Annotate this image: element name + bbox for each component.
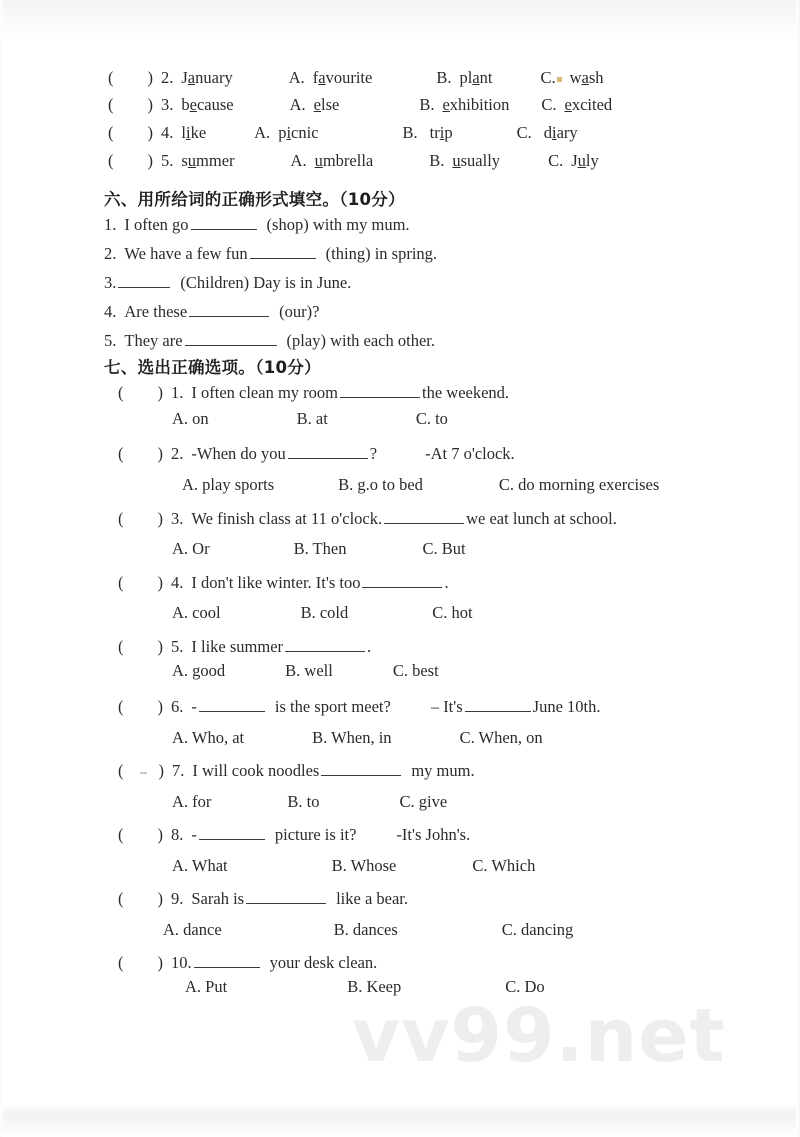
bracket-open: ( [118, 889, 124, 908]
stem-post: (shop) with my mum. [266, 215, 410, 234]
option-letter: A. [288, 68, 305, 87]
stem-pre: We finish class at 11 o'clock. [191, 509, 383, 528]
option-pre: tr [429, 123, 440, 142]
bracket-close: ) [157, 953, 163, 972]
stem-pre: We have a few fun [124, 244, 248, 263]
option-pre: f [312, 68, 319, 87]
bracket-close: ) [157, 637, 163, 656]
stem-dash: – It's [430, 697, 463, 716]
option-underlined-letter: a [581, 68, 589, 87]
stem-pre: -When do you [191, 444, 286, 463]
option-letter: A. [290, 151, 307, 170]
stem-extra: -It's John's. [396, 825, 471, 844]
stem-post: (our)? [279, 302, 320, 321]
bracket-close: ) [157, 889, 163, 908]
bracket-close: ) [147, 68, 153, 87]
stem-mid: is the sport meet? [274, 697, 391, 716]
scan-artifact-dot [557, 77, 562, 82]
question-row [118, 954, 377, 972]
option-row [172, 605, 473, 622]
stem-pre: - [191, 697, 197, 716]
question-number: 4. [104, 302, 117, 321]
bracket-close: ) [157, 383, 163, 402]
option-letter: B. [419, 95, 435, 114]
stem-post: . [367, 637, 372, 656]
option-pre: p [278, 123, 287, 142]
bracket-close: ) [157, 573, 163, 592]
question-row [108, 97, 612, 114]
option-a[interactable]: A. Or [172, 539, 210, 558]
option-underlined-letter: u [577, 151, 586, 170]
section-seven-heading: 七、选出正确选项。（10分） [104, 358, 321, 377]
option-a[interactable]: A. for [172, 792, 212, 811]
site-watermark: vv99.net [352, 993, 726, 1079]
option-underlined-letter: a [472, 68, 480, 87]
stem-post: (play) with each other. [286, 331, 435, 350]
question-row [118, 445, 515, 463]
option-c[interactable]: C. Which [472, 856, 536, 875]
question-number: 2. [104, 244, 117, 263]
option-b[interactable]: B. cold [300, 603, 349, 622]
option-b[interactable]: B. at [296, 409, 328, 428]
question-row [118, 698, 601, 716]
option-c[interactable]: C. When, on [459, 728, 543, 747]
question-number: 3. [161, 95, 174, 114]
stem-underlined-letter: e [189, 95, 197, 114]
bracket-close: ) [157, 509, 163, 528]
bracket-open: ( [108, 68, 114, 87]
stem-extra: -At 7 o'clock. [425, 444, 515, 463]
answer-blank[interactable] [384, 510, 464, 524]
question-row [108, 125, 578, 142]
question-number: 4. [171, 573, 184, 592]
stem-post: picture is it? [274, 825, 357, 844]
bracket-open: ( [118, 383, 124, 402]
question-number: 4. [161, 123, 174, 142]
option-post: vourite [325, 68, 373, 87]
option-c[interactable]: C. do morning exercises [498, 475, 660, 494]
question-row [118, 574, 449, 592]
option-row [182, 477, 659, 494]
answer-blank[interactable] [199, 698, 265, 712]
option-c[interactable]: C. give [399, 792, 448, 811]
bracket-close: ) [157, 444, 163, 463]
bracket-close: ) [147, 151, 153, 170]
option-c[interactable]: C. to [415, 409, 448, 428]
option-letter: C. [541, 95, 557, 114]
option-post: ary [556, 123, 578, 142]
option-post: sh [588, 68, 604, 87]
option-post: p [444, 123, 453, 142]
question-number: 1. [171, 383, 184, 402]
stem-pre: I often clean my room [191, 383, 338, 402]
option-c[interactable]: C. hot [432, 603, 473, 622]
option-underlined-letter: i [286, 123, 292, 142]
stem-pre: I will cook noodles [192, 761, 320, 780]
answer-blank[interactable] [191, 216, 257, 230]
stem-post: . [444, 573, 449, 592]
option-underlined-letter: a [318, 68, 326, 87]
option-post: mbrella [322, 151, 374, 170]
stem-pre: s [181, 151, 188, 170]
stem-post: cause [196, 95, 234, 114]
question-number: 7. [172, 761, 185, 780]
option-a[interactable]: A. on [172, 409, 209, 428]
stem-underlined-letter: u [187, 151, 197, 170]
option-letter: B. [429, 151, 445, 170]
question-row [118, 890, 408, 908]
answer-blank[interactable] [321, 762, 401, 776]
option-row [172, 663, 439, 680]
option-underlined-letter: u [452, 151, 461, 170]
option-post: xhibition [449, 95, 510, 114]
option-c[interactable]: C. dancing [501, 920, 574, 939]
stem-post: like a bear. [336, 889, 408, 908]
bracket-open: ( [118, 697, 124, 716]
question-number: 9. [171, 889, 184, 908]
stem-post: we eat lunch at school. [466, 509, 617, 528]
option-a[interactable]: A. What [172, 856, 228, 875]
option-post: sually [460, 151, 501, 170]
option-underlined-letter: u [314, 151, 323, 170]
option-letter: A. [254, 123, 271, 142]
stem-post: ? [369, 444, 378, 463]
stem-post: mmer [196, 151, 235, 170]
answer-blank[interactable] [362, 574, 442, 588]
bracket-open: ( [108, 151, 114, 170]
question-row [118, 510, 617, 528]
option-underlined-letter: i [439, 123, 445, 142]
option-c[interactable]: C. Do [505, 977, 545, 996]
fill-blank-row [104, 274, 351, 292]
option-a[interactable]: A. Put [185, 977, 228, 996]
question-number: 3. [171, 509, 184, 528]
answer-blank[interactable] [185, 332, 277, 346]
bracket-open: ( [118, 761, 124, 780]
option-b[interactable]: B. well [285, 661, 333, 680]
fill-blank-row [104, 303, 319, 321]
option-post: nt [479, 68, 493, 87]
option-a[interactable]: A. play sports [182, 475, 275, 494]
option-pre: d [543, 123, 552, 142]
stem-pre: l [181, 123, 186, 142]
stem-post: (Children) Day is in June. [180, 273, 352, 292]
question-row [118, 384, 509, 402]
stem-post: the weekend. [422, 383, 510, 402]
option-row [163, 922, 573, 939]
stem-pre: - [191, 825, 197, 844]
bracket-close: ) [158, 761, 164, 780]
bracket-close: ) [147, 95, 153, 114]
option-b[interactable]: B. to [287, 792, 320, 811]
option-underlined-letter: e [442, 95, 450, 114]
fill-blank-row [104, 245, 437, 263]
answer-blank[interactable] [118, 274, 170, 288]
question-row [108, 153, 599, 170]
question-number: 10. [171, 953, 192, 972]
option-row [172, 411, 448, 428]
answer-blank[interactable] [288, 445, 368, 459]
stem-post: my mum. [411, 761, 475, 780]
bracket-close: ) [157, 825, 163, 844]
option-pre: J [571, 151, 578, 170]
option-pre: pl [459, 68, 473, 87]
option-a[interactable]: A. dance [163, 920, 222, 939]
stem-pre: Are these [124, 302, 188, 321]
option-b[interactable]: B. Keep [347, 977, 402, 996]
bracket-open: ( [118, 825, 124, 844]
option-c[interactable]: C. best [392, 661, 439, 680]
bracket-open: ( [118, 444, 124, 463]
bracket-open: ( [108, 123, 114, 142]
stem-post: (thing) in spring. [325, 244, 438, 263]
fill-blank-row [104, 216, 410, 234]
option-row [172, 541, 466, 558]
fill-blank-row [104, 332, 435, 350]
question-row [118, 762, 475, 780]
question-number: 2. [171, 444, 184, 463]
bracket-open: ( [108, 95, 114, 114]
option-b[interactable]: B. When, in [312, 728, 392, 747]
bracket-close: ) [147, 123, 153, 142]
question-number: 5. [171, 637, 184, 656]
bracket-open: ( [118, 637, 124, 656]
answer-blank[interactable] [340, 384, 420, 398]
option-a[interactable]: A. Who, at [172, 728, 245, 747]
option-b[interactable]: B. dances [333, 920, 398, 939]
answer-blank[interactable] [189, 303, 269, 317]
answer-blank[interactable] [199, 826, 265, 840]
question-number: 6. [171, 697, 184, 716]
stem-pre: Sarah is [191, 889, 245, 908]
stem-pre: I like summer [191, 637, 284, 656]
stem-underlined-letter: a [187, 68, 196, 87]
stem-post: June 10th. [532, 697, 601, 716]
option-underlined-letter: e [313, 95, 321, 114]
stem-post: your desk clean. [269, 953, 378, 972]
question-row [108, 70, 604, 87]
answer-blank[interactable] [250, 245, 316, 259]
option-post: xcited [571, 95, 613, 114]
option-b[interactable]: B. Then [293, 539, 347, 558]
bracket-close: ) [157, 697, 163, 716]
stem-underlined-letter: i [185, 123, 191, 142]
option-b[interactable]: B. g.o to bed [338, 475, 423, 494]
answer-blank[interactable] [246, 890, 326, 904]
question-number: 8. [171, 825, 184, 844]
answer-blank[interactable] [465, 698, 531, 712]
option-pre: w [569, 68, 582, 87]
stem-pre: b [181, 95, 190, 114]
question-number: 3. [104, 273, 117, 292]
option-letter: C. [548, 151, 564, 170]
stem-pre: They are [124, 331, 183, 350]
option-underlined-letter: e [564, 95, 572, 114]
option-b[interactable]: B. Whose [331, 856, 397, 875]
question-number: 5. [104, 331, 117, 350]
answer-blank[interactable] [194, 954, 260, 968]
question-number: 2. [161, 68, 174, 87]
option-post: ly [585, 151, 599, 170]
bracket-open: ( [118, 509, 124, 528]
answer-blank[interactable] [285, 638, 365, 652]
scan-artifact-dash [140, 772, 147, 774]
option-row [172, 794, 447, 811]
option-row [172, 730, 543, 747]
stem-pre: I don't like winter. It's too [191, 573, 361, 592]
option-underlined-letter: i [551, 123, 557, 142]
bracket-open: ( [118, 953, 124, 972]
option-row [172, 858, 535, 875]
section-six-heading: 六、用所给词的正确形式填空。（10分） [104, 190, 405, 209]
option-a[interactable]: A. cool [172, 603, 221, 622]
bracket-open: ( [118, 573, 124, 592]
option-letter: C. [516, 123, 532, 142]
stem-pre: I often go [124, 215, 189, 234]
option-letter: B. [402, 123, 418, 142]
option-letter: C. [540, 68, 556, 87]
stem-post: nuary [195, 68, 233, 87]
option-letter: B. [436, 68, 452, 87]
stem-post: ke [190, 123, 207, 142]
option-post: lse [320, 95, 340, 114]
option-c[interactable]: C. But [422, 539, 466, 558]
option-a[interactable]: A. good [172, 661, 226, 680]
question-row [118, 826, 470, 844]
option-row [185, 979, 545, 996]
question-row [118, 638, 371, 656]
question-number: 1. [104, 215, 117, 234]
stem-pre: J [181, 68, 188, 87]
option-post: cnic [291, 123, 319, 142]
question-number: 5. [161, 151, 174, 170]
option-letter: A. [289, 95, 306, 114]
